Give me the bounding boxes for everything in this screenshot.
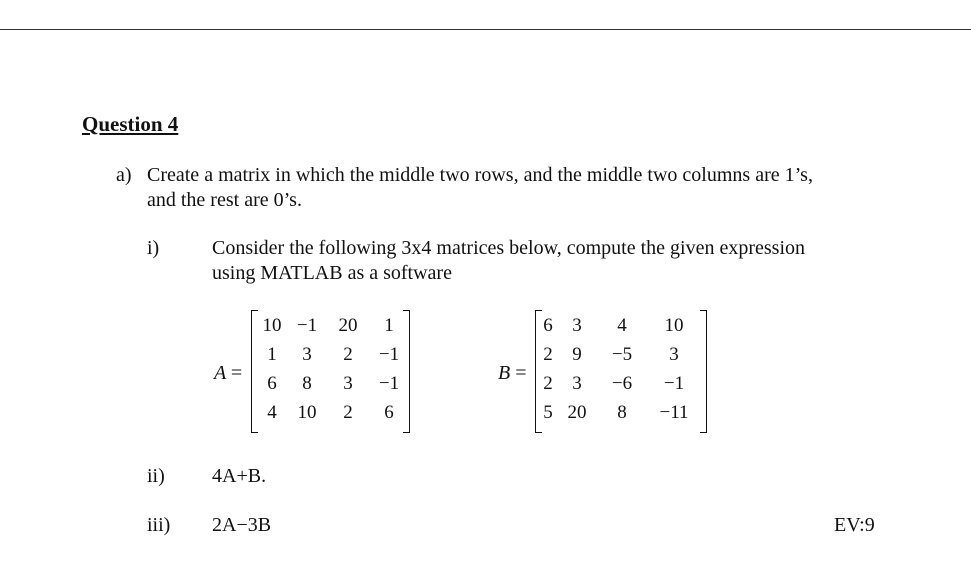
matrix-a-label [214,362,242,385]
matrix-a-right-bracket [403,310,410,433]
matrix-a-cell: 3 [343,372,353,394]
part-ii-expression: 4A+B. [212,465,267,487]
matrix-a-equals: = [230,362,243,384]
matrix-a-cell: 10 [262,314,282,336]
matrix-b-cell: 9 [572,343,582,365]
matrix-b-cell: 3 [572,372,582,394]
matrix-a-cell: 3 [302,343,312,365]
matrix-a-cell: 8 [302,372,312,394]
matrix-a-cell: −1 [378,372,400,394]
matrix-a-cell: 2 [343,401,353,423]
top-divider [0,29,971,30]
matrix-a-cell: −1 [296,314,318,336]
matrix-b-right-bracket [700,310,707,433]
matrix-a-cell: 2 [343,343,353,365]
matrix-b-row [538,369,700,398]
matrix-a-cell: 1 [384,314,394,336]
matrix-a-row [258,398,410,427]
matrix-b-cell: −5 [611,343,633,365]
part-ii-label: ii) [147,465,165,487]
matrix-b-cell: 5 [543,401,553,423]
footer-code: EV:9 [834,514,875,536]
matrix-b-row [538,311,700,340]
part-i-label: i) [147,237,160,259]
part-i-text-line1: Consider the following 3x4 matrices below, compute the given expression [212,237,806,259]
matrix-a-cell: 6 [267,372,277,394]
matrix-b-cell: 8 [617,401,627,423]
matrix-a [258,311,410,427]
matrix-a-cell: 20 [338,314,358,336]
matrix-b-cell: −11 [659,401,689,423]
matrix-b-row [538,340,700,369]
matrix-a-row [258,369,410,398]
matrix-b-cell: 4 [617,314,627,336]
matrix-b-cell: 20 [567,401,587,423]
matrix-b-cell: 3 [669,343,679,365]
matrix-a-cell: 1 [267,343,277,365]
matrix-a-row [258,311,410,340]
part-i-text-line2: using MATLAB as a software [212,262,452,284]
part-a-label: a) [116,164,132,186]
matrix-a-cell: 4 [267,401,277,423]
matrix-b-cell: 6 [543,314,553,336]
matrix-a-cell: 6 [384,401,394,423]
matrix-b [538,311,700,427]
matrix-a-row [258,340,410,369]
matrix-a-cell: 10 [297,401,317,423]
part-a-text-line2: and the rest are 0’s. [147,189,302,211]
matrix-a-name: A [214,362,226,384]
question-heading: Question 4 [82,112,179,136]
matrix-a-cell: −1 [378,343,400,365]
matrix-b-equals: = [515,362,527,384]
matrix-b-cell: 3 [572,314,582,336]
matrix-b-cell: 10 [664,314,684,336]
matrix-b-cell: 2 [543,343,553,365]
matrix-a-left-bracket [251,310,258,433]
part-iii-label: iii) [147,514,171,536]
matrix-b-cell: −6 [611,372,633,394]
matrix-b-row [538,398,700,427]
matrix-b-cell: −1 [663,372,685,394]
matrix-b-name: B [498,362,511,384]
matrix-b-cell: 2 [543,372,553,394]
part-a-text-line1: Create a matrix in which the middle two rows, and the middle two columns are 1’s, [147,164,813,186]
matrix-b-label [498,362,527,385]
part-iii-expression: 2A−3B [212,514,272,536]
